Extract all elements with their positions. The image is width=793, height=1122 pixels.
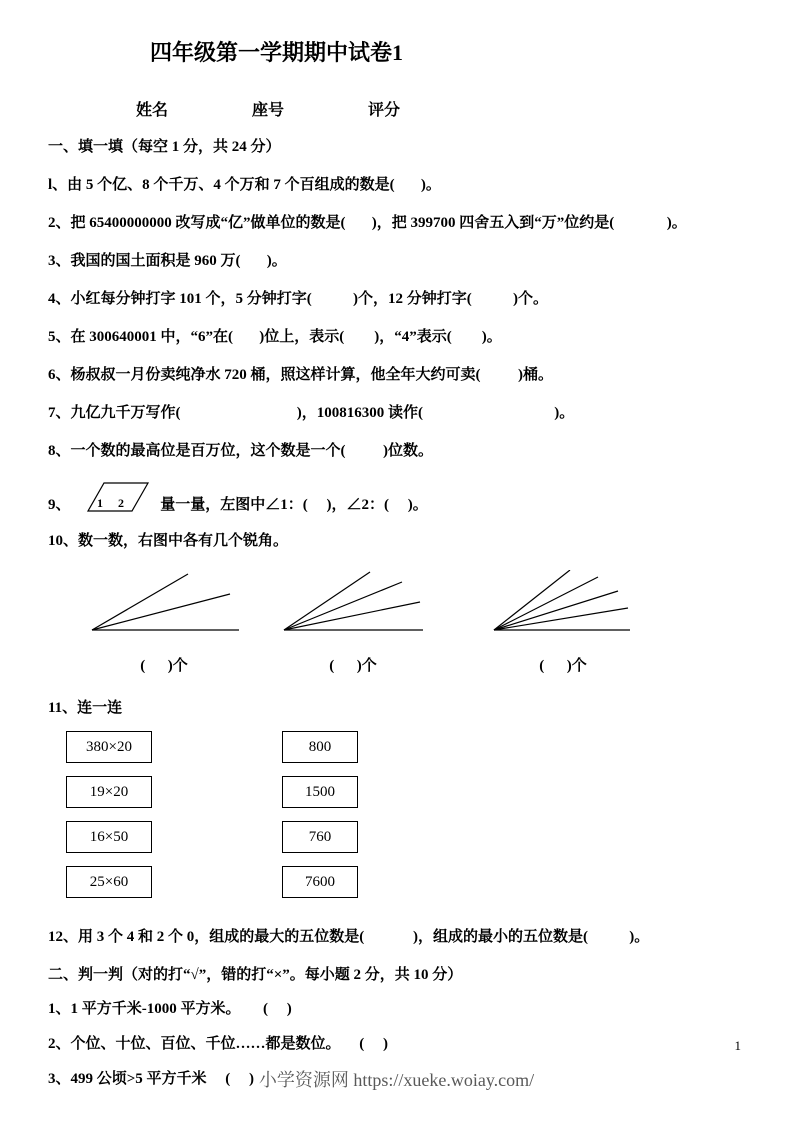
question-9-number: 9、 — [48, 497, 71, 513]
matching-right-column — [282, 731, 358, 898]
question-2: 2、把 65400000000 改写成“亿”做单位的数是( )，把 399700 四舍五入到“万”位约是( )。 — [48, 215, 687, 231]
header-fields — [136, 97, 753, 120]
angle-2-label: 2 — [117, 496, 124, 510]
matching-right-box: 760 — [282, 821, 358, 853]
page-title: 四年级第一学期期中试卷1 — [150, 40, 404, 65]
question-9-text: 量一量，左图中∠1：( )，∠2：( )。 — [156, 497, 428, 513]
angle-figure-3-group — [488, 570, 638, 675]
matching-left-box: 19×20 — [66, 776, 152, 808]
judge-question-3: 3、499 公顷>5 平方千米 ( ) — [48, 1071, 255, 1087]
angle-figure-1-group — [84, 570, 244, 675]
angle-figure-1 — [84, 570, 244, 636]
question-10: 10、数一数，右图中各有几个锐角。 — [48, 533, 289, 549]
angle-figure-2 — [278, 570, 428, 636]
parallelogram-figure — [77, 480, 151, 514]
question-1: l、由 5 个亿、8 个千万、4 个万和 7 个百组成的数是( )。 — [48, 177, 441, 193]
matching-right-box: 800 — [282, 731, 358, 763]
question-3: 3、我国的国土面积是 960 万( )。 — [48, 253, 287, 269]
angle-count-3: ( )个 — [539, 658, 587, 674]
matching-left-box: 25×60 — [66, 866, 152, 898]
angle-1-label: 1 — [96, 496, 103, 510]
section-fill-heading: 一、填一填（每空 1 分，共 24 分） — [48, 139, 281, 155]
question-5: 5、在 300640001 中，“6”在( )位上，表示( )，“4”表示( )。 — [48, 329, 502, 345]
angle-figure-3 — [488, 570, 638, 636]
question-12: 12、用 3 个 4 和 2 个 0，组成的最大的五位数是( )，组成的最小的五位数是( )。 — [48, 929, 650, 945]
judge-question-2: 2、个位、十位、百位、千位……都是数位。 ( ) — [48, 1036, 388, 1052]
question-9 — [48, 480, 753, 514]
question-8: 8、一个数的最高位是百万位，这个数是一个( )位数。 — [48, 443, 433, 459]
angle-figure-2-group — [278, 570, 428, 675]
page-number: 1 — [734, 1038, 741, 1053]
matching-right-box: 7600 — [282, 866, 358, 898]
angle-count-2: ( )个 — [329, 658, 377, 674]
matching-exercise — [66, 731, 753, 898]
question-6: 6、杨叔叔一月份卖纯净水 720 桶，照这样计算，他全年大约可卖( )桶。 — [48, 367, 553, 383]
judge-question-1: 1、1 平方千米-1000 平方米。 ( ) — [48, 1001, 292, 1017]
score-label: 评分 — [368, 102, 401, 119]
matching-right-box: 1500 — [282, 776, 358, 808]
matching-left-box: 16×50 — [66, 821, 152, 853]
name-label: 姓名 — [136, 102, 169, 119]
footer-watermark: 小学资源网 https://xueke.woiay.com/ — [258, 1070, 535, 1090]
section-judge-heading: 二、判一判（对的打“√”，错的打“×”。每小题 2 分，共 10 分） — [48, 967, 463, 983]
seat-label: 座号 — [252, 102, 285, 119]
matching-left-box: 380×20 — [66, 731, 152, 763]
angle-count-1: ( )个 — [140, 658, 188, 674]
angle-figures — [84, 570, 753, 675]
question-4: 4、小红每分钟打字 101 个，5 分钟打字( )个，12 分钟打字( )个。 — [48, 291, 548, 307]
question-11: 11、连一连 — [48, 700, 123, 716]
matching-left-column — [66, 731, 152, 898]
question-7: 7、九亿九千万写作( )，100816300 读作( )。 — [48, 405, 575, 421]
